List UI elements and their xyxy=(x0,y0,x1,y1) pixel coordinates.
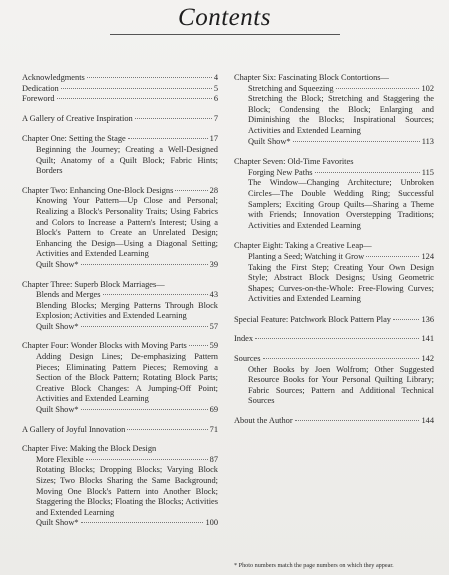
toc-subentry-quilt-show xyxy=(22,405,218,416)
toc-entry[interactable] xyxy=(234,334,434,345)
toc-entry-heading-cont xyxy=(22,455,218,466)
toc-entry-description: Rotating Blocks; Dropping Blocks; Varying Block Sizes; Two Blocks Sharing the Same Background; Moving One Block's Pattern into Another Block; Staggering the Blocks; Floating the Blocks; Activities and Extended Learning xyxy=(36,465,218,517)
page-number: 87 xyxy=(209,454,218,464)
leader-dots xyxy=(263,358,420,359)
toc-entry[interactable] xyxy=(22,114,218,125)
toc-entry-heading xyxy=(234,241,434,252)
toc-entry[interactable] xyxy=(234,157,434,231)
entry-title: About the Author xyxy=(234,416,293,426)
toc-entry-heading xyxy=(22,444,218,455)
entry-title: A Gallery of Creative Inspiration xyxy=(22,113,133,123)
toc-subentry-quilt-show xyxy=(234,137,434,148)
page-number: 28 xyxy=(209,185,218,195)
entry-title: Blends and Merges xyxy=(36,290,101,300)
toc-entry-heading xyxy=(22,73,218,84)
toc-entry-heading-cont xyxy=(22,290,218,301)
toc-entry-heading xyxy=(234,354,434,365)
toc-entry[interactable] xyxy=(22,94,218,105)
page-number: 115 xyxy=(421,167,434,177)
toc-entry-heading-cont xyxy=(234,252,434,263)
page-number: 59 xyxy=(209,341,218,351)
entry-title: Forging New Paths xyxy=(248,167,313,177)
leader-dots xyxy=(255,338,419,339)
entry-title: Foreword xyxy=(22,94,55,104)
toc-entry-heading xyxy=(234,315,434,326)
toc-subentry-quilt-show xyxy=(22,518,218,529)
page-number: 141 xyxy=(421,334,434,344)
leader-dots xyxy=(81,326,208,327)
toc-entry[interactable] xyxy=(234,315,434,326)
page-number: 4 xyxy=(213,73,218,82)
toc-entry[interactable] xyxy=(234,416,434,427)
title-rule xyxy=(110,34,340,35)
entry-title: Quilt Show* xyxy=(248,136,291,146)
toc-entry[interactable] xyxy=(22,186,218,271)
toc-entry[interactable] xyxy=(234,354,434,407)
toc-entry-description: Beginning the Journey; Creating a Well-Designed Quilt; Anatomy of a Quilt Block; Fabric Hints; Borders xyxy=(36,144,218,176)
toc-entry-heading-cont xyxy=(234,84,434,95)
leader-dots xyxy=(127,429,207,430)
leader-dots xyxy=(175,190,207,191)
leader-dots xyxy=(81,522,204,523)
page-number: 144 xyxy=(421,416,434,426)
toc-entry-heading xyxy=(22,186,218,197)
entry-title: A Gallery of Joyful Innovation xyxy=(22,424,126,434)
page-number: 43 xyxy=(209,290,218,300)
page-number: 100 xyxy=(205,518,218,528)
leader-dots xyxy=(61,88,212,89)
page-title: Contents xyxy=(178,4,271,31)
leader-dots xyxy=(103,294,208,295)
toc-entry-description: Blending Blocks; Merging Patterns Through Block Explosion; Activities and Extended Learning xyxy=(36,300,218,321)
entry-title: Chapter Three: Superb Block Marriages— xyxy=(22,279,165,289)
toc-entry-heading xyxy=(22,280,218,291)
toc-entry-heading xyxy=(234,73,434,84)
toc-entry-description: Knowing Your Pattern—Up Close and Personal; Realizing a Block's Personality Traits; Using Fabrics and Colors to Increase a Pattern's Interest; Using a Block's Pattern to Create an Unrelated Design; Enhancing the Design—Using a Diagonal Setting; Activities and Extended Learning xyxy=(36,196,218,259)
toc-entry-heading xyxy=(22,114,218,125)
toc-entry-description: The Window—Changing Architecture; Unbroken Circles—The Double Wedding Ring; Successful Samplers; Exciting Group Quilts—Sharing a Theme with Friends; Innovation Overstepping Traditions; Activities and Extended Learning xyxy=(248,178,434,230)
entry-title: Quilt Show* xyxy=(36,518,79,528)
leader-dots xyxy=(128,138,208,139)
leader-dots xyxy=(393,319,419,320)
toc-entry[interactable] xyxy=(22,341,218,415)
leader-dots xyxy=(315,172,420,173)
toc-entry-heading xyxy=(234,334,434,345)
toc-entry[interactable] xyxy=(22,73,218,84)
page-number: 124 xyxy=(421,251,434,261)
page-number: 102 xyxy=(421,83,434,93)
toc-entry-heading xyxy=(22,341,218,352)
leader-dots xyxy=(293,141,420,142)
entry-title: Chapter Two: Enhancing One-Block Designs xyxy=(22,185,174,195)
toc-entry[interactable] xyxy=(234,73,434,147)
toc-entry[interactable] xyxy=(22,280,218,333)
entry-title: More Flexible xyxy=(36,454,84,464)
toc-entry-description: Stretching the Block; Stretching and Staggering the Block; Condensing the Block; Enlarging and Diminishing the Blocks; Inspirational Sources; Activities and Extended Learning xyxy=(248,94,434,135)
page-number: 69 xyxy=(209,405,218,415)
toc-entry[interactable] xyxy=(234,241,434,305)
leader-dots xyxy=(295,420,420,421)
page-number: 6 xyxy=(213,94,218,104)
leader-dots xyxy=(81,264,208,265)
page-number: 113 xyxy=(421,136,434,146)
toc-entry-heading-cont xyxy=(234,168,434,179)
contents-left-column xyxy=(22,73,218,529)
toc-entry-heading xyxy=(22,134,218,145)
leader-dots xyxy=(336,88,420,89)
entry-title: Chapter One: Setting the Stage xyxy=(22,134,126,144)
page-number: 39 xyxy=(209,259,218,269)
leader-dots xyxy=(81,409,208,410)
toc-entry-description: Other Books by Joen Wolfrom; Other Suggested Resource Books for Your Personal Quilting Library; Fabric Sources; Pattern and Additional Technical Sources xyxy=(248,364,434,406)
footnote: * Photo numbers match the page numbers on which they appear. xyxy=(234,562,394,569)
page-number: 7 xyxy=(213,113,218,123)
entry-title: Chapter Seven: Old-Time Favorites xyxy=(234,157,354,167)
entry-title: Quilt Show* xyxy=(36,321,79,331)
page-number: 17 xyxy=(209,134,218,144)
toc-entry[interactable] xyxy=(22,444,218,529)
entry-title: Stretching and Squeezing xyxy=(248,83,334,93)
toc-entry-heading xyxy=(22,84,218,95)
toc-entry-heading xyxy=(22,94,218,105)
page-number: 5 xyxy=(213,83,218,93)
entry-title: Sources xyxy=(234,354,261,364)
entry-title: Dedication xyxy=(22,83,59,93)
leader-dots xyxy=(57,98,212,99)
entry-title: Quilt Show* xyxy=(36,259,79,269)
entry-title: Index xyxy=(234,334,254,344)
entry-title: Acknowledgments xyxy=(22,73,85,82)
entry-title: Quilt Show* xyxy=(36,405,79,415)
page-number: 57 xyxy=(209,321,218,331)
leader-dots xyxy=(86,459,208,460)
page-number: 71 xyxy=(209,424,218,434)
entry-title: Planting a Seed; Watching it Grow xyxy=(248,251,365,261)
leader-dots xyxy=(366,256,419,257)
entry-title: Chapter Five: Making the Block Design xyxy=(22,444,157,454)
contents-right-column xyxy=(234,73,434,427)
toc-entry-description: Taking the First Step; Creating Your Own Design Style; Abstract Block Designs; Using Geometric Shapes; Curves-on-the-Whole: Free-Flowing Curves; Activities and Extended Learning xyxy=(248,262,434,304)
toc-entry[interactable] xyxy=(22,134,218,176)
entry-title: Chapter Eight: Taking a Creative Leap— xyxy=(234,241,372,251)
toc-entry[interactable] xyxy=(22,84,218,95)
page-number: 136 xyxy=(421,314,434,324)
page-number: 142 xyxy=(421,354,434,364)
toc-entry-heading xyxy=(234,416,434,427)
toc-entry-heading xyxy=(234,157,434,168)
leader-dots xyxy=(189,345,208,346)
entry-title: Chapter Six: Fascinating Block Contortions— xyxy=(234,73,389,82)
leader-dots xyxy=(135,118,212,119)
toc-subentry-quilt-show xyxy=(22,322,218,333)
leader-dots xyxy=(87,77,212,78)
entry-title: Special Feature: Patchwork Block Pattern Play xyxy=(234,314,391,324)
toc-subentry-quilt-show xyxy=(22,260,218,271)
toc-entry-heading xyxy=(22,425,218,436)
entry-title: Chapter Four: Wonder Blocks with Moving Parts xyxy=(22,341,187,351)
toc-entry-description: Adding Design Lines; De-emphasizing Pattern Pieces; Eliminating Pattern Pieces; Removing a Section of the Block Pattern; Rotating Block Parts; Creative Block Changes: A Jumping-Off Point; Activities and Extended Learning xyxy=(36,352,218,404)
toc-entry[interactable] xyxy=(22,425,218,436)
